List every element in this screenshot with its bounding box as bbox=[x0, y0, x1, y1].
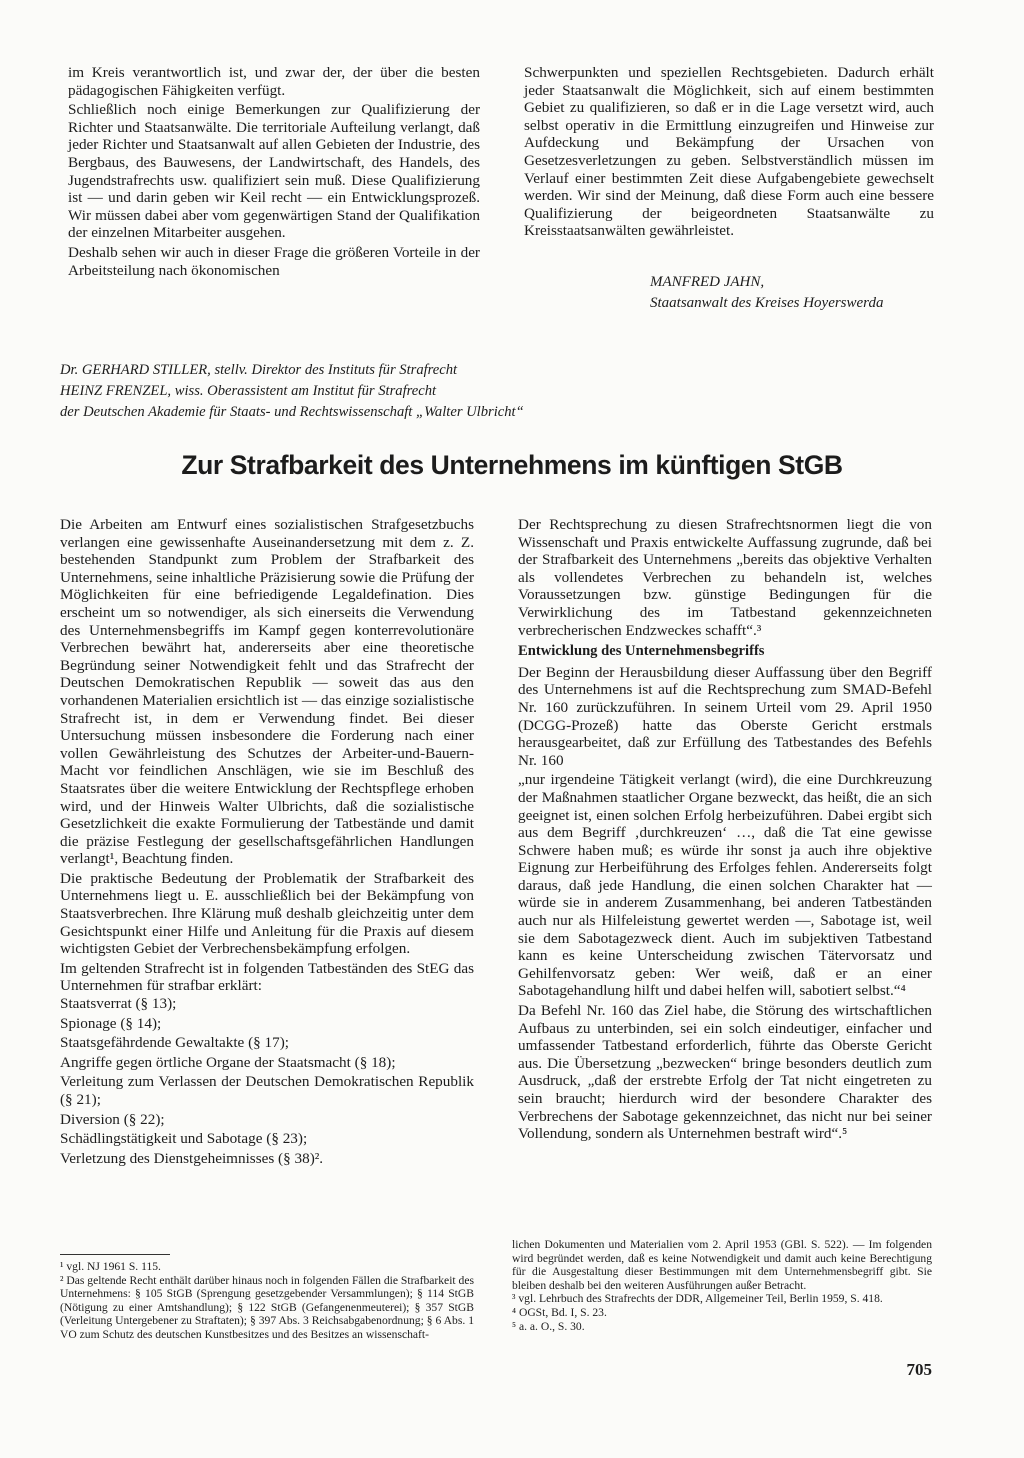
list-item: Angriffe gegen örtliche Organe der Staatsmacht (§ 18); bbox=[60, 1053, 396, 1071]
article-right-column bbox=[518, 516, 932, 1143]
paragraph: Die praktische Bedeutung der Problematik der Strafbarkeit des Unternehmens liegt u. E. ausschließlich bei der Bekämpfung von Staatsverbrechen. Ihre Klärung muß deshalb gleichzeitig unter dem Gesichtspunkt einer Hilfe und Anleitung für die Praxis auf diesem wichtigsten Gebiet der Verbrechensbekämpfung erfolgen. bbox=[60, 869, 474, 958]
author-line: der Deutschen Akademie für Staats- und Rechtswissenschaft „Walter Ulbricht“ bbox=[60, 404, 524, 420]
signature-role: Staatsanwalt des Kreises Hoyerswerda bbox=[650, 295, 884, 311]
footnote-rule bbox=[60, 1254, 170, 1255]
page-number: 705 bbox=[906, 1360, 932, 1379]
article-title: Zur Strafbarkeit des Unternehmens im künftigen StGB bbox=[181, 450, 843, 480]
signature-block bbox=[650, 272, 883, 314]
paragraph: Der Beginn der Herausbildung dieser Auffassung über den Begriff des Unternehmens ist auf die Rechtsprechung zum SMAD-Befehl Nr. 160 zurückzuführen. In seinem Urteil vom 29. April 1950 (DCGG-Prozeß) hatte das Oberste Gericht erstmals herausgearbeitet, daß zur Erfüllung des Tatbestandes des Befehls Nr. 160 bbox=[518, 663, 932, 769]
paragraph: im Kreis verantwortlich ist, und zwar der, der über die besten pädagogischen Fähigkeiten verfügt. bbox=[68, 64, 480, 99]
paragraph: Deshalb sehen wir auch in dieser Frage die größeren Vorteile in der Arbeitsteilung nach ökonomischen bbox=[68, 243, 480, 279]
footnote: lichen Dokumenten und Materialien vom 2. April 1953 (GBl. S. 522). — Im folgenden wird begründet werden, daß es keine Notwendigkeit und damit auch keine Berechtigung für die Ausgestaltung dieser Bestimmungen mit dem Unternehmensbegriff gibt. Sie bleiben deshalb bei den weiteren Ausführungen außer Betracht. bbox=[512, 1238, 932, 1292]
list-item: Staatsverrat (§ 13); bbox=[60, 995, 177, 1013]
paragraph: Der Rechtsprechung zu diesen Strafrechtsnormen liegt die von Wissenschaft und Praxis entwickelte Auffassung zugrunde, daß bei der Strafbarkeit des Unternehmens „bereits das objektive Verhalten als vollendetes Verbrechen zu behandeln ist, welches Voraussetzungen bzw. günstige Bedingungen für die Verwirklichung des im Tatbestand gekennzeichneten verbrecherischen Endzweckes schafft“.³ bbox=[518, 516, 932, 639]
list-item: Verletzung des Dienstgeheimnisses (§ 38)². bbox=[60, 1149, 324, 1167]
block-quote: „nur irgendeine Tätigkeit verlangt (wird), die eine Durchkreuzung der Maßnahmen staatlicher Organe bezweckt, das heißt, die an sich geeignet ist, einen solchen Erfolg herbeizuführen. Dabei ergibt sich aus dem Begriff ‚durchkreuzen‘ …, daß die Tat eine gewisse Schwere haben muß; es würde ihr sonst ja auch ihre objektive Eignung zur Herbeiführung des Erfolges fehlen. Andererseits folgt daraus, daß jede Handlung, die einen solchen Charakter hat — würde sie in anderem Zusammenhang, bei anderen Tatbeständen auch nur als Hilfeleistung gewertet werden —, Sabotage ist, weil sie dem Sabotagezweck dient. Auch im subjektiven Tatbestand kann es keine Unterscheidung zwischen Tätervorsatz und Gehilfenvorsatz geben: Wer weiß, daß er an einer Sabotagehandlung hilft und dabei helfen will, sabotiert selbst.“⁴ bbox=[518, 771, 932, 1000]
offense-list bbox=[60, 995, 474, 1167]
section-heading: Entwicklung des Unternehmensbegriffs bbox=[518, 643, 765, 660]
author-line: Dr. GERHARD STILLER, stellv. Direktor des Instituts für Strafrecht bbox=[60, 362, 458, 378]
top-right-column bbox=[524, 64, 934, 240]
paragraph: Die Arbeiten am Entwurf eines sozialistischen Strafgesetzbuchs verlangen eine gewissenhafte Auseinandersetzung mit dem z. Z. bestehenden Standpunkt zum Problem der Strafbarkeit des Unternehmens, seine inhaltliche Präzisierung sowie die Prüfung der Möglichkeiten für eine befriedigende Legaldefination. Dies erscheint um so notwendiger, als sich einerseits die Verwendung des Unternehmensbegriffs im Kampf gegen konterrevolutionäre Verbrechen bewährt hat, andererseits aber eine theoretische Begründung seiner Notwendigkeit fehlt und das Strafrecht der Deutschen Demokratischen Republik — soweit das aus den vorhandenen Materialien ersichtlich ist — das einzige sozialistische Strafrecht ist, in dem er Verwendung findet. Bei dieser Untersuchung müssen insbesondere die Forderung nach einer vollen Gewährleistung des Schutzes der Arbeiter-und-Bauern-Macht vor feindlichen Anschlägen, wie sie im Beschluß des Staatsrates über die weitere Entwicklung der Rechtspflege erhoben wird, und der Hinweis Walter Ulbrichts, daß die sozialistische Gesetzlichkeit die exakte Formulierung der Tatbestände und damit die präzise Festlegung der gesellschaftsgefährlichen Handlungen verlangt¹, Beachtung finden. bbox=[60, 516, 474, 868]
paragraph: Schwerpunkten und speziellen Rechtsgebieten. Dadurch erhält jeder Staatsanwalt die Möglichkeit, sich auf einem bestimmten Gebiet zu qualifizieren, so daß er in die Lage versetzt wird, auch selbst operativ in die Ermittlung einzugreifen und Hinweise zur Aufdeckung und Bekämpfung der Ursachen von Gesetzesverletzungen zu geben. Selbstverständlich müssen im Verlauf einer bestimmten Zeit diese Aufgabengebiete gewechselt werden. Wir sind der Meinung, daß diese Form auch eine bessere Qualifizierung der beigeordneten Staatsanwälte zu Kreisstaatsanwälten gewährleistet. bbox=[524, 64, 934, 240]
list-item: Diversion (§ 22); bbox=[60, 1110, 165, 1128]
footnote: ⁵ a. a. O., S. 30. bbox=[512, 1319, 585, 1333]
signature-name: MANFRED JAHN, bbox=[650, 274, 765, 290]
list-item: Verleitung zum Verlassen der Deutschen Demokratischen Republik (§ 21); bbox=[60, 1073, 474, 1108]
author-block bbox=[60, 360, 524, 423]
list-item: Spionage (§ 14); bbox=[60, 1014, 162, 1032]
author-line: HEINZ FRENZEL, wiss. Oberassistent am Institut für Strafrecht bbox=[60, 383, 437, 399]
footnote: ³ vgl. Lehrbuch des Strafrechts der DDR, Allgemeiner Teil, Berlin 1959, S. 418. bbox=[512, 1292, 883, 1306]
article-left-column bbox=[60, 516, 474, 1167]
footnotes-left bbox=[60, 1260, 474, 1342]
paragraph: Schließlich noch einige Bemerkungen zur Qualifizierung der Richter und Staatsanwälte. Die territoriale Aufteilung verlangt, daß jeder Richter und Staatsanwalt auf allen Gebieten der Industrie, des Bergbaus, des Bauwesens, der Landwirtschaft, des Handels, des Jugendstrafrechts usw. qualifiziert sein muß. Diese Qualifizierung ist — und darin geben wir Keil recht — ein Entwicklungsprozeß. Wir müssen dabei aber vom gegenwärtigen Stand der Qualifikation der einzelnen Mitarbeiter ausgehen. bbox=[68, 101, 480, 242]
footnote: ⁴ OGSt, Bd. I, S. 23. bbox=[512, 1305, 607, 1319]
paragraph: Im geltenden Strafrecht ist in folgenden Tatbeständen des StEG das Unternehmen für strafbar erklärt: bbox=[60, 959, 474, 995]
paragraph: Da Befehl Nr. 160 das Ziel habe, die Störung des wirtschaftlichen Aufbaus zu unterbinden, sei ein solch eindeutiger, einfacher und umfassender Tatbestand erforderlich, führte das Oberste Gericht aus. Die Übersetzung „bezwecken“ bringe besonders deutlich zum Ausdruck, „daß der erstrebte Erfolg der Tat nicht eingetreten zu sein braucht; hierdurch wird der besondere Charakter des Verbrechens der Sabotage gekennzeichnet, das nicht nur bei seiner Vollendung, sondern als Unternehmen bestraft wird“.⁵ bbox=[518, 1002, 932, 1143]
top-left-column bbox=[68, 64, 480, 279]
footnotes-right bbox=[512, 1238, 932, 1333]
list-item: Schädlingstätigkeit und Sabotage (§ 23); bbox=[60, 1130, 308, 1148]
list-item: Staatsgefährdende Gewaltakte (§ 17); bbox=[60, 1034, 289, 1052]
footnote: ² Das geltende Recht enthält darüber hinaus noch in folgenden Fällen die Strafbarkeit des Unternehmens: § 105 StGB (Sprengung gesetzgebender Versammlungen); § 114 StGB (Nötigung zu einer Amtshandlung); § 122 StGB (Gefangenenmeuterei); § 357 StGB (Verleitung Untergebener zu Straftaten); § 397 Abs. 3 Reichsabgabenordnung; § 6 Abs. 1 VO zum Schutz des deutschen Kunstbesitzes und des Besitzes an wissenschaft- bbox=[60, 1273, 474, 1341]
footnote: ¹ vgl. NJ 1961 S. 115. bbox=[60, 1260, 161, 1273]
